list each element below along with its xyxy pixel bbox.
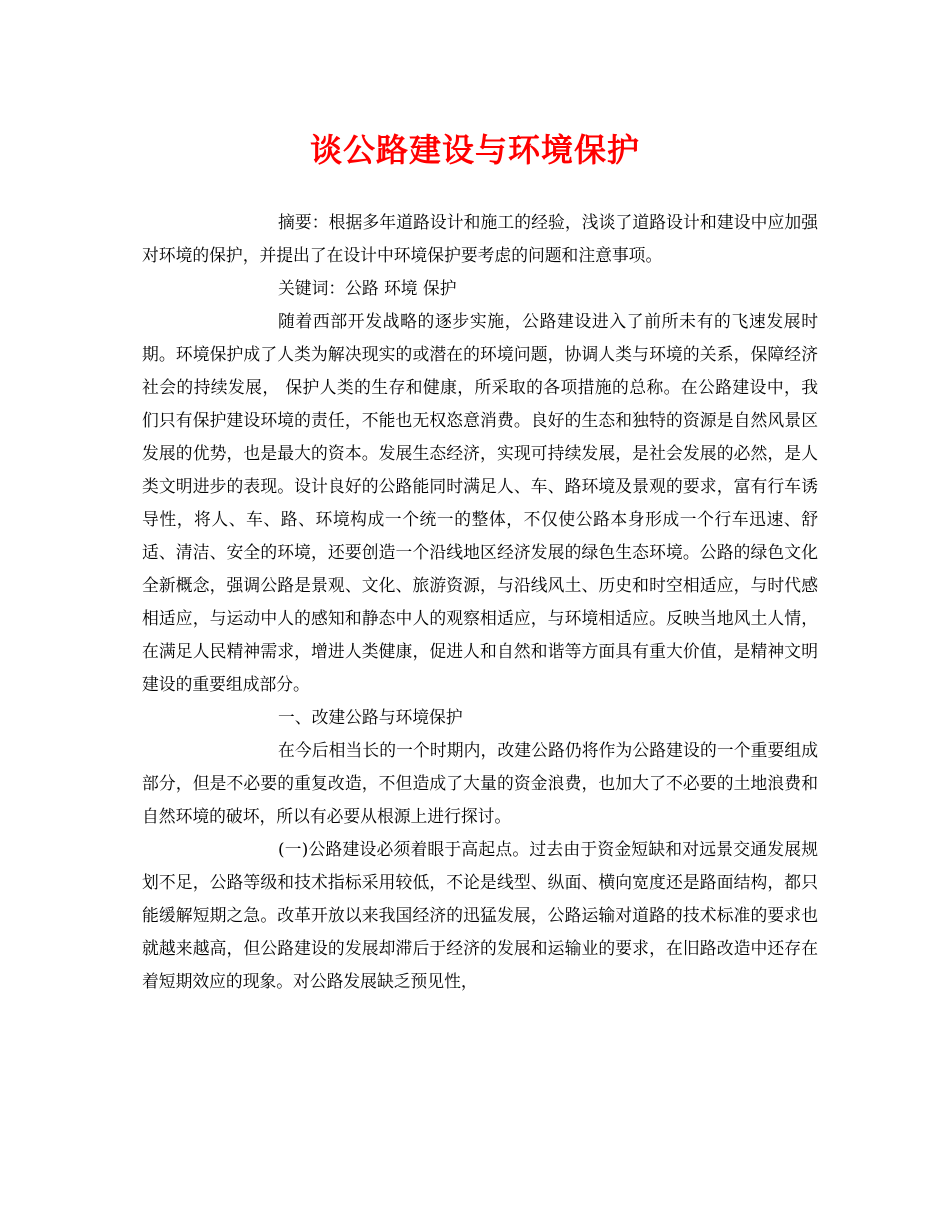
section-paragraph: 在今后相当长的一个时期内，改建公路仍将作为公路建设的一个重要组成部分，但是不必要的重复改造，不但造成了大量的资金浪费，也加大了不必要的土地浪费和自然环境的破坏，所以有必要从根源上进行探讨。 <box>142 740 818 826</box>
keywords-paragraph: 关键词：公路 环境 保护 <box>278 278 457 298</box>
document-title: 谈公路建设与环境保护 <box>309 131 640 169</box>
document-body <box>142 206 818 998</box>
section-heading: 一、改建公路与环境保护 <box>278 707 463 727</box>
intro-paragraph: 随着西部开发战略的逐步实施，公路建设进入了前所未有的飞速发展时期。环境保护成了人类为解决现实的或潜在的环境问题，协调人类与环境的关系，保障经济社会的持续发展， 保护人类的生存和健康，所采取的各项措施的总称。在公路建设中，我们只有保护建设环境的责任，不能也无权恣意消费。良好的生态和独特的资源是自然风景区发展的优势，也是最大的资本。发展生态经济，实现可持续发展，是社会发展的必然，是人类文明进步的表现。设计良好的公路能同时满足人、车、路环境及景观的要求，富有行车诱导性，将人、车、路、环境构成一个统一的整体，不仅使公路本身形成一个行车迅速、舒适、清洁、安全的环境，还要创造一个沿线地区经济发展的绿色生态环境。公路的绿色文化全新概念，强调公路是景观、文化、旅游资源，与沿线风土、历史和时空相适应，与时代感相适应，与运动中人的感知和静态中人的观察相适应，与环境相适应。反映当地风土人情，在满足人民精神需求，增进人类健康，促进人和自然和谐等方面具有重大价值，是精神文明建设的重要组成部分。 <box>142 311 818 694</box>
abstract-paragraph: 摘要：根据多年道路设计和施工的经验，浅谈了道路设计和建设中应加强对环境的保护，并提出了在设计中环境保护要考虑的问题和注意事项。 <box>142 212 818 265</box>
subsection-paragraph: (一)公路建设必须着眼于高起点。过去由于资金短缺和对远景交通发展规划不足，公路等级和技术指标采用较低，不论是线型、纵面、横向宽度还是路面结构，都只能缓解短期之急。改革开放以来我国经济的迅猛发展，公路运输对道路的技术标准的要求也就越来越高，但公路建设的发展却滞后于经济的发展和运输业的要求，在旧路改造中还存在着短期效应的现象。对公路发展缺乏预见性， <box>142 839 818 991</box>
